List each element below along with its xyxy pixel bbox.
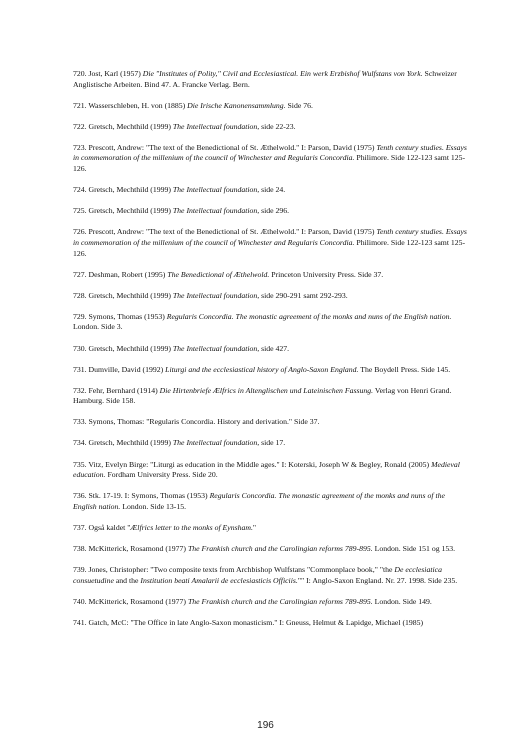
footnote	[73, 365, 469, 376]
footnote-text: 730. Gretsch, Mechthild (1999)	[73, 343, 173, 353]
footnote	[73, 185, 469, 196]
footnote-text: 720. Jost, Karl (1957)	[73, 69, 143, 78]
footnote-text: 740. McKitterick, Rosamond (1977)	[73, 596, 188, 606]
footnote-italic-text: The Intellectual foundation	[172, 290, 258, 300]
footnote-italic-text: The Frankish church and the Carolingian reforms 789-895.	[187, 544, 373, 554]
footnote-italic-text: Ælfrics letter to the monks of Eynsham.	[130, 522, 253, 532]
footnote-italic-text: The Intellectual foundation	[172, 343, 258, 353]
footnote-text: Verlag von Henri Grand. Hamburg. Side 158.	[73, 385, 452, 406]
footnote-text: 738. McKitterick, Rosamond (1977)	[73, 544, 188, 554]
footnote-italic-text: The Intellectual foundation	[172, 121, 258, 131]
footnote-text: London. Side 151 og 153.	[372, 544, 456, 554]
footnote	[73, 565, 469, 586]
footnote	[73, 438, 469, 449]
footnote-italic-text: The Intellectual foundation	[172, 438, 258, 448]
footnote-text: Schweizer Anglistische Arbeiten. Bind 47. A. Francke Verlag. Bern.	[73, 69, 457, 89]
footnote-text: 735. Vitz, Evelyn Birge: "Liturgi as education in the Middle ages." I: Koterski, Joseph W & Begley, Ronald (2005)	[73, 459, 432, 469]
footnote-text: 737. Også kaldet "	[73, 522, 131, 532]
footnote-italic-text: Institution beati Amalarii de ecclesiasticis Officiis.	[140, 575, 298, 585]
footnote	[73, 523, 469, 534]
footnote-text: Philimore. Side 122-123 samt 125-126.	[73, 237, 466, 258]
footnote	[73, 417, 469, 428]
footnote-text: 728. Gretsch, Mechthild (1999)	[73, 290, 173, 300]
footnote-italic-text: Tenth century studies. Essays in commemoration of the millenium of the council of Winchester and Regularis Concordia.	[73, 227, 467, 247]
footnote	[73, 69, 469, 90]
footnote-text: Philimore. Side 122-123 samt 125-126.	[73, 153, 466, 174]
footnote-italic-text: Regularis Concordia. The monastic agreement of the monks and nuns of the English nation.	[73, 491, 445, 511]
footnote-text: 724. Gretsch, Mechthild (1999)	[73, 185, 173, 195]
footnote-text: 731. Dumville, David (1992)	[73, 364, 166, 374]
footnote	[73, 618, 469, 629]
footnote-italic-text: Regularis Concordia. The monastic agreement of the monks and nuns of the English nation.	[166, 311, 452, 321]
footnote	[73, 206, 469, 217]
footnote-list	[73, 69, 469, 639]
footnote-text: 736. Stk. 17-19. I: Symons, Thomas (1953)	[73, 491, 210, 501]
footnote-text: 739. Jones, Christopher: "Two composite texts from Archbishop Wulfstans "Commonplace book," "the	[73, 565, 395, 575]
page-number: 196	[257, 720, 274, 731]
footnote-text: 725. Gretsch, Mechthild (1999)	[73, 206, 173, 216]
footnote	[73, 122, 469, 133]
footnote-text: Princeton University Press. Side 37.	[269, 269, 384, 279]
footnote	[73, 386, 469, 407]
footnote-text: 721. Wasserschleben, H. von (1885)	[73, 100, 188, 110]
footnote-text: 734. Gretsch, Mechthild (1999)	[73, 438, 173, 448]
footnote-italic-text: Medieval education.	[73, 459, 460, 480]
footnote-text: 723. Prescott, Andrew: "The text of the Benedictional of St. Æthelwold." I: Parson, David (1975)	[73, 142, 377, 152]
footnote-italic-text: De ecclesiatica consuetudine	[73, 565, 442, 585]
footnote	[73, 460, 469, 481]
footnote	[73, 101, 469, 112]
footnote-italic-text: The Intellectual foundation	[172, 206, 258, 216]
footnote-text: , side 427.	[257, 343, 290, 353]
footnote-text: "	[252, 522, 257, 532]
footnote	[73, 544, 469, 555]
footnote-text: Side 76.	[285, 100, 313, 110]
footnote-text: , side 22-23.	[257, 121, 296, 131]
footnote-text: London. Side 13-15.	[120, 501, 187, 511]
footnote-text: , side 24.	[257, 185, 286, 195]
footnote-text: The Boydell Press. Side 145.	[358, 364, 451, 374]
footnote	[73, 491, 469, 512]
footnote-text: and the	[113, 575, 141, 585]
footnote-italic-text: Die Hirtenbriefe Ælfrics in Altenglischen und Lateinischen Fassung.	[159, 385, 374, 395]
footnote-text: , side 296.	[257, 206, 290, 216]
footnote-text: London. Side 149.	[372, 596, 432, 606]
footnote-text: 729. Symons, Thomas (1953)	[73, 311, 167, 321]
footnote-text: , side 17.	[257, 438, 286, 448]
footnote-italic-text: Tenth century studies. Essays in commemoration of the millenium of the council of Winchester and Regularis Concordia.	[73, 142, 467, 163]
footnote-italic-text: Liturgi and the ecclesiastical history of Anglo-Saxon England.	[165, 364, 359, 374]
footnote-text: , side 290-291 samt 292-293.	[257, 290, 348, 300]
footnote-text: 727. Deshman, Robert (1995)	[73, 269, 168, 279]
footnote-text: London. Side 3.	[73, 322, 123, 332]
footnote	[73, 312, 469, 333]
footnote	[73, 291, 469, 302]
footnote	[73, 344, 469, 355]
footnote-text: 733. Symons, Thomas: "Regularis Concordia. History and derivation." Side 37.	[73, 417, 320, 427]
footnote-text: "" I: Anglo-Saxon England. Nr. 27. 1998. Side 235.	[297, 575, 458, 585]
footnote-text: 722. Gretsch, Mechthild (1999)	[73, 121, 173, 131]
footnote	[73, 227, 469, 259]
footnote-text: 726. Prescott, Andrew: "The text of the Benedictional of St. Æthelwold." I: Parson, David (1975)	[73, 227, 377, 237]
footnote	[73, 597, 469, 608]
footnote-italic-text: Die "Institutes of Polity," Civil and Ecclesiastical. Ein werk Erzbishof Wulfstans von York.	[142, 69, 423, 78]
footnote-italic-text: The Benedictional of Æthelwold.	[167, 269, 270, 279]
footnote-text: Fordham University Press. Side 20.	[105, 470, 218, 480]
footnote-italic-text: The Frankish church and the Carolingian reforms 789-895.	[187, 596, 373, 606]
footnote-italic-text: The Intellectual foundation	[172, 185, 258, 195]
footnote-text: 741. Gatch, McC: "The Office in late Anglo-Saxon monasticism." I: Gneuss, Helmut & Lapidge, Michael (1985)	[73, 617, 424, 627]
footnote-italic-text: Die Irische Kanonensammlung.	[187, 100, 286, 110]
footnote-text: 732. Fehr, Bernhard (1914)	[73, 385, 160, 395]
footnote	[73, 270, 469, 281]
footnote	[73, 143, 469, 175]
